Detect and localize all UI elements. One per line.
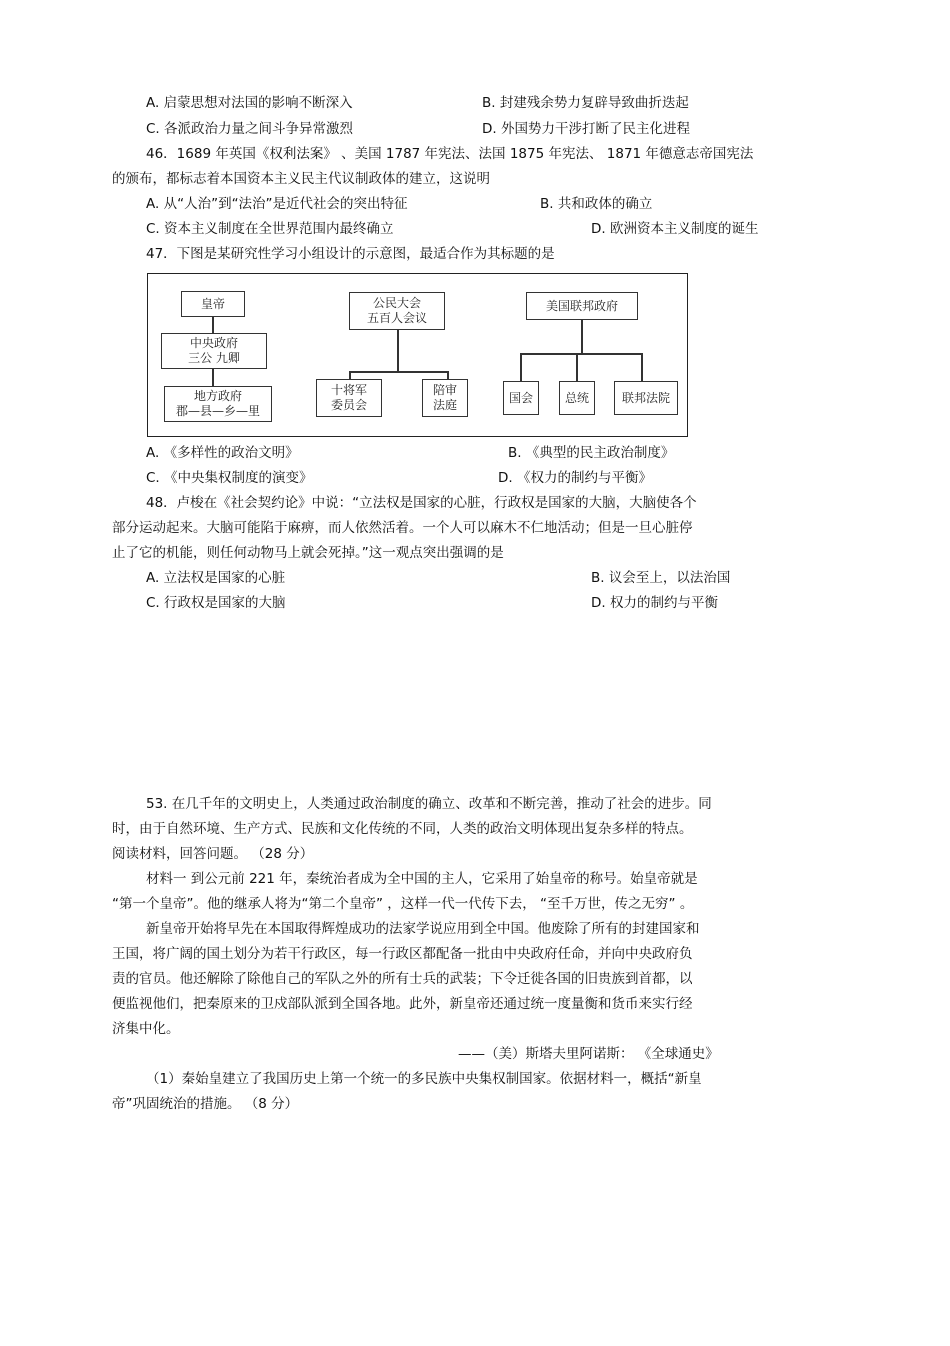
diagram-local-gov-box [164, 386, 272, 422]
diagram-emperor-label: 皇帝 [200, 296, 225, 311]
connector-line [212, 317, 214, 333]
q47-option-b: B. 《典型的民主政治制度》 [508, 445, 675, 461]
diagram-court-box [422, 379, 468, 417]
connector-line [447, 371, 449, 379]
diagram-supreme-court-label: 联邦法院 [621, 390, 670, 405]
q53-stem-line3: 阅读材料，回答问题。 （28 分） [112, 846, 314, 862]
material-1-line1: 材料一 到公元前 221 年，秦统治者成为全中国的主人，它采用了始皇帝的称号。始皇帝就是 [146, 871, 698, 887]
material-1-line2: “第一个皇帝”。他的继承人将为“第二个皇帝” ，这样一代一代传下去， “至千万世，传之无穷” 。 [112, 896, 694, 912]
q45-option-c: C. 各派政治力量之间斗争异常激烈 [146, 121, 354, 137]
q45-option-b: B. 封建残余势力复辟导致曲折迭起 [482, 95, 689, 111]
connector-line [397, 330, 399, 372]
diagram-federal-gov-label: 美国联邦政府 [545, 298, 618, 313]
diagram-central-gov-box [161, 333, 267, 369]
diagram-central-gov-label: 中央政府 [189, 336, 238, 350]
material-1-line6: 便监视他们，把秦原来的卫戍部队派到全国各地。此外，新皇帝还通过统一度量衡和货币来实行经 [112, 996, 693, 1012]
connector-line [641, 353, 643, 381]
diagram-president-label: 总统 [564, 390, 589, 405]
sub-question-1-line1: （1）秦始皇建立了我国历史上第一个统一的多民族中央集权制国家。依据材料一，概括“新皇 [146, 1071, 702, 1087]
material-1-line5: 责的官员。他还解除了除他自己的军队之外的所有士兵的武装；下令迁徙各国的旧贵族到首都，以 [112, 971, 693, 987]
connector-line [520, 353, 522, 381]
diagram-local-gov-label: 地方政府 [193, 389, 242, 403]
q47-diagram [147, 273, 688, 437]
material-1-line4: 王国，将广阔的国土划分为若干行政区，每一行政区都配备一批由中央政府任命，并向中央政府负 [112, 946, 693, 962]
q45-option-d: D. 外国势力干涉打断了民主化进程 [482, 121, 690, 137]
diagram-generals-label: 十将军 [330, 383, 367, 397]
q46-option-b: B. 共和政体的确立 [540, 196, 653, 212]
connector-line [576, 353, 578, 381]
q48-stem-line3: 止了它的机能，则任何动物马上就会死掉。”这一观点突出强调的是 [112, 545, 504, 561]
diagram-congress-box [503, 381, 539, 415]
diagram-president-box [559, 381, 595, 415]
diagram-assembly-label: 公民大会 [372, 296, 421, 310]
diagram-central-gov-sub: 三公 九卿 [188, 351, 240, 365]
q47-option-c: C. 《中央集权制度的演变》 [146, 470, 313, 486]
diagram-federal-gov-box [526, 292, 638, 320]
q47-option-a: A. 《多样性的政治文明》 [146, 445, 299, 461]
q48-stem-line1: 48．卢梭在《社会契约论》中说：“立法权是国家的心脏，行政权是国家的大脑，大脑使各个 [146, 495, 697, 511]
q48-option-c: C. 行政权是国家的大脑 [146, 595, 286, 611]
diagram-local-gov-sub: 郡—县—乡—里 [175, 404, 260, 418]
material-1-source: ——（美）斯塔夫里阿诺斯： 《全球通史》 [458, 1046, 719, 1062]
diagram-assembly-box [349, 292, 445, 330]
q45-option-a: A. 启蒙思想对法国的影响不断深入 [146, 95, 353, 111]
connector-line [349, 371, 351, 379]
connector-line [349, 371, 449, 373]
q48-option-b: B. 议会至上，以法治国 [591, 570, 731, 586]
q48-option-d: D. 权力的制约与平衡 [591, 595, 718, 611]
q46-stem-line1: 46．1689 年英国《权利法案》 、美国 1787 年宪法、法国 1875 年宪法、 1871 年德意志帝国宪法 [146, 146, 754, 162]
q46-option-a: A. 从“人治”到“法治”是近代社会的突出特征 [146, 196, 408, 212]
q46-option-c: C. 资本主义制度在全世界范围内最终确立 [146, 221, 394, 237]
diagram-court-sub: 法庭 [432, 398, 457, 412]
q47-stem: 47．下图是某研究性学习小组设计的示意图，最适合作为其标题的是 [146, 246, 555, 262]
q48-option-a: A. 立法权是国家的心脏 [146, 570, 286, 586]
diagram-supreme-court-box [614, 381, 678, 415]
connector-line [212, 369, 214, 386]
diagram-emperor-box [181, 291, 245, 317]
diagram-generals-box [316, 379, 382, 417]
sub-question-1-line2: 帝”巩固统治的措施。 （8 分） [112, 1096, 299, 1112]
connector-line [520, 353, 642, 355]
material-1-line3: 新皇帝开始将早先在本国取得辉煌成功的法家学说应用到全中国。他废除了所有的封建国家和 [146, 921, 700, 937]
q46-stem-line2: 的颁布，都标志着本国资本主义民主代议制政体的建立，这说明 [112, 171, 490, 187]
diagram-congress-label: 国会 [508, 390, 533, 405]
q47-option-d: D. 《权力的制约与平衡》 [498, 470, 652, 486]
q48-stem-line2: 部分运动起来。大脑可能陷于麻痹，而人依然活着。一个人可以麻木不仁地活动；但是一旦心脏停 [112, 520, 693, 536]
connector-line [581, 320, 583, 354]
diagram-generals-sub: 委员会 [330, 398, 367, 412]
diagram-assembly-sub: 五百人会议 [366, 311, 427, 325]
q46-option-d: D. 欧洲资本主义制度的诞生 [591, 221, 759, 237]
material-1-line7: 济集中化。 [112, 1021, 180, 1037]
q53-stem-line2: 时，由于自然环境、生产方式、民族和文化传统的不同，人类的政治文明体现出复杂多样的特点。 [112, 821, 693, 837]
diagram-court-label: 陪审 [432, 383, 457, 397]
q53-stem-line1: 53. 在几千年的文明史上，人类通过政治制度的确立、改革和不断完善，推动了社会的进步。同 [146, 796, 712, 812]
